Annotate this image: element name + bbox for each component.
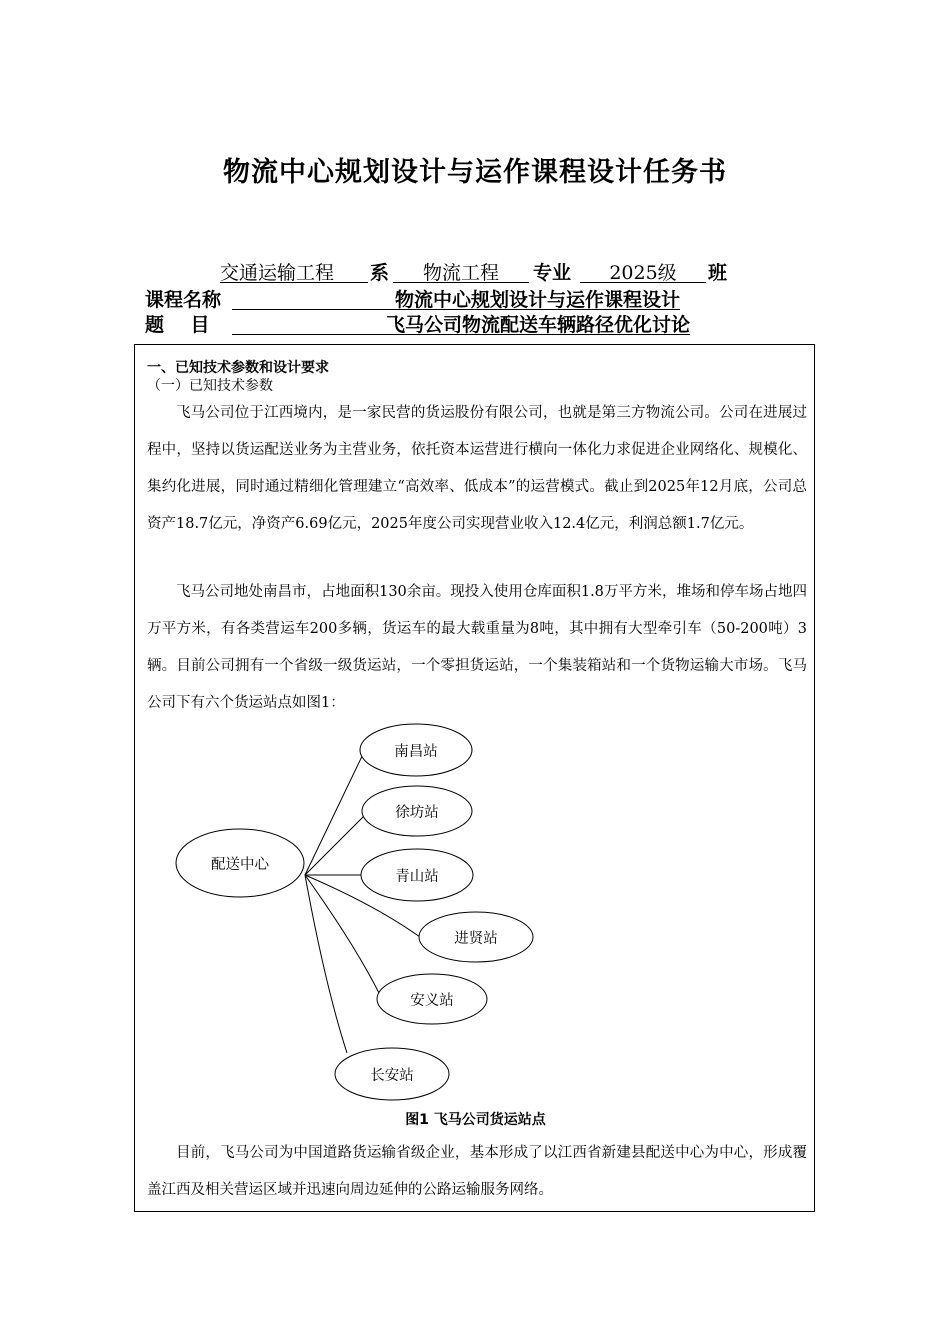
- topic-label: 题 目: [145, 314, 210, 336]
- connector-line-xufang: [305, 813, 367, 875]
- station-diagram: [135, 345, 816, 1105]
- node-station-changan: [335, 1048, 449, 1100]
- node-label-changan: 长安站: [370, 1068, 414, 1084]
- section-title: 一、已知技术参数和设计要求: [147, 360, 329, 376]
- node-station-nanchang: [360, 724, 472, 776]
- department-value: 交通运输工程: [220, 258, 368, 283]
- node-label-xufang: 徐坊站: [395, 805, 439, 821]
- node-station-qingshan: [361, 849, 473, 901]
- figure-caption: 图1 飞马公司货运站点: [405, 1112, 546, 1128]
- connector-line-nanchang: [305, 750, 365, 875]
- connector-line-changan: [305, 875, 347, 1053]
- class-label: 班: [708, 262, 728, 284]
- document-title: 物流中心规划设计与运作课程设计任务书: [223, 157, 727, 188]
- node-label-nanchang: 南昌站: [394, 744, 438, 760]
- node-distribution-center: [176, 829, 304, 897]
- node-label-qingshan: 青山站: [395, 869, 439, 885]
- node-label-center: 配送中心: [211, 857, 269, 873]
- major-label: 专业: [533, 262, 572, 284]
- node-station-anyi: [377, 974, 487, 1024]
- major-value: 物流工程: [393, 258, 529, 283]
- paragraph-company-facilities: 飞马公司地处南昌市，占地面积130余亩。现投入使用仓库面积1.8万平方米，堆场和停车场占地四万平方米，有各类营运车200多辆，货运车的最大载重量为8吨，其中拥有大型牵引车（50-200吨）3辆。目前公司拥有一个省级一级货运站，一个零担货运站，一个集装箱站和一个货物运输大市场。飞马公司下有六个货运站点如图1：: [147, 584, 807, 711]
- subsection-title: （一）已知技术参数: [147, 378, 273, 394]
- node-label-anyi: 安义站: [410, 993, 454, 1009]
- node-station-jinxian: [419, 912, 533, 962]
- paragraph-company-overview: 飞马公司位于江西境内，是一家民营的货运股份有限公司，也就是第三方物流公司。公司在进展过程中，坚持以货运配送业务为主营业务，依托资本运营进行横向一体化力求促进企业网络化、规模化、集约化进展，同时通过精细化管理建立“高效率、低成本”的运营模式。截止到2025年12月底，公司总资产18.7亿元，净资产6.69亿元，2025年度公司实现营业收入12.4亿元，利润总额1.7亿元。: [147, 405, 807, 532]
- course-label: 课程名称: [145, 289, 222, 311]
- content-box: [134, 344, 815, 1212]
- paragraph-network: 目前，飞马公司为中国道路货运输省级企业，基本形成了以江西省新建县配送中心为中心，形成覆盖江西及相关营运区域并迅速向周边延伸的公路运输服务网络。: [147, 1145, 807, 1198]
- department-label: 系: [370, 262, 390, 284]
- grade-value: 2025级: [580, 258, 706, 283]
- course-name: 物流中心规划设计与运作课程设计: [232, 285, 680, 310]
- node-station-xufang: [362, 786, 472, 836]
- node-label-jinxian: 进贤站: [454, 931, 498, 947]
- topic-value: 飞马公司物流配送车辆路径优化讨论: [232, 310, 690, 335]
